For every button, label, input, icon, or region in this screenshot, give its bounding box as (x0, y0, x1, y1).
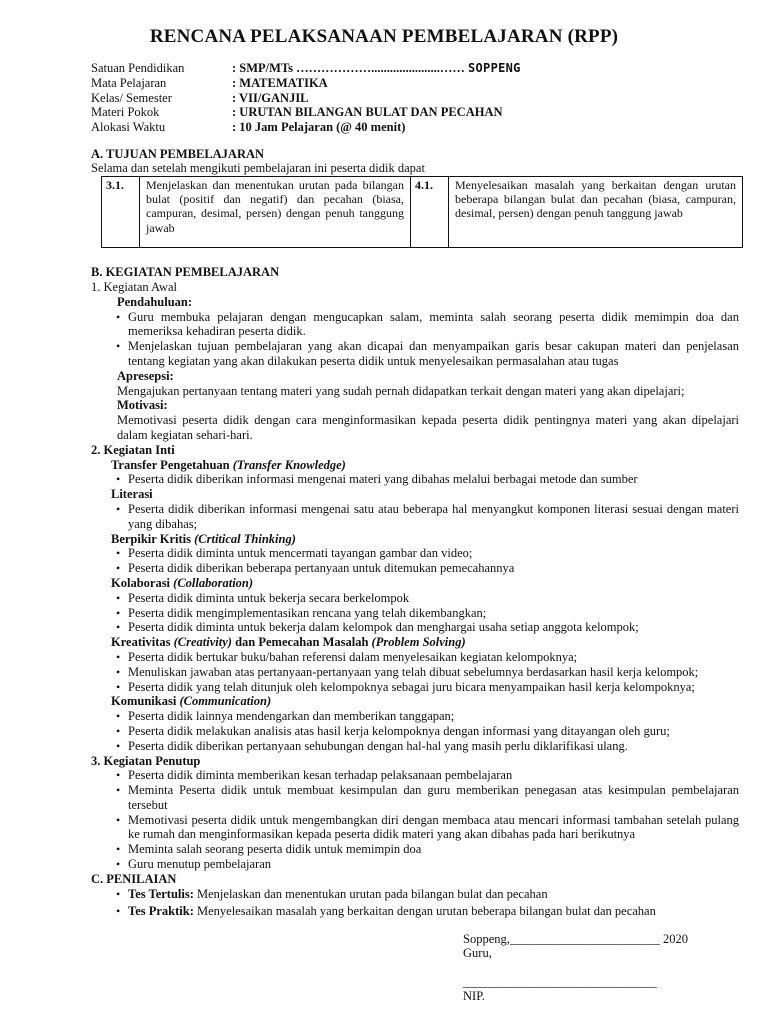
komunikasi-label-text: Komunikasi (111, 694, 180, 709)
bullet-item: • Peserta didik yang telah ditunjuk oleh kelompoknya sebagai juru bicara menyampaikan hasil kerja kelompoknya; (91, 680, 739, 695)
identity-value: : VII/GANJIL (232, 90, 309, 105)
bullet-item: • Peserta didik diberikan informasi mengenai satu atau beberapa hal menyangkut komponen literasi sesuai dengan materi yang dibahas; (91, 502, 739, 532)
kegiatan-penutup-heading: 3. Kegiatan Penutup (91, 753, 201, 768)
identity-row-satuan (91, 61, 521, 76)
kreatif-label (91, 635, 739, 650)
identity-block (91, 61, 521, 135)
identity-row-kelas (91, 91, 521, 106)
bullet-item: • Memotivasi peserta didik untuk mengembangkan diri dengan membaca atau mencari informasi tambahan setelah pulang ke rumah dan menginformasikan kepada peserta didik materi yang akan dibahas pada hari berikutnya (91, 813, 739, 843)
penilaian-list (91, 887, 739, 919)
identity-label: Materi Pokok (91, 105, 160, 120)
bullet-item: • Peserta didik lainnya mendengarkan dan memberikan tanggapan; (91, 709, 739, 724)
komunikasi-list (91, 709, 739, 753)
pendahuluan-list (91, 310, 739, 369)
kreatif-label-italic: (Creativity) (173, 635, 232, 650)
bullet-item: • Peserta didik bertukar buku/bahan referensi dalam menyelesaikan kegiatan kelompoknya; (91, 650, 739, 665)
section-a-intro: Selama dan setelah mengikuti pembelajaran ini peserta didik dapat (91, 161, 425, 175)
objective-number: 4.1. (411, 177, 449, 248)
identity-label: Satuan Pendidikan (91, 61, 185, 75)
transfer-label-italic: (Transfer Knowledge) (232, 457, 346, 472)
komunikasi-label-italic: (Communication) (179, 694, 272, 709)
objectives-row (102, 177, 743, 248)
apresepsi-text: Mengajukan pertanyaan tentang materi yang sudah pernah didapatkan terkait dengan materi yang akan dipelajari; (117, 383, 685, 398)
tes-praktik-label: Tes Praktik: (128, 903, 194, 918)
bullet-item: • Peserta didik diminta untuk mencermati tayangan gambar dan video; (91, 546, 739, 561)
bullet-item: • Peserta didik diberikan pertanyaan sehubungan dengan hal-hal yang masih perlu diklarifikasi ulang. (91, 739, 739, 754)
bullet-item: • Meminta salah seorang peserta didik untuk memimpin doa (91, 842, 739, 857)
tes-praktik-text: Menyelesaikan masalah yang berkaitan dengan urutan beberapa bilangan bulat dan pecahan (193, 903, 656, 918)
signature-place-date: Soppeng,________________________ 2020 (463, 932, 688, 946)
penilaian-item (91, 904, 739, 919)
kreatif-list (91, 650, 739, 694)
kritis-label-text: Berpikir Kritis (111, 531, 195, 546)
penutup-list (91, 768, 739, 872)
identity-label: Kelas/ Semester (91, 90, 172, 105)
satuan-value: : SMP/MTs ………………......................…… (232, 61, 465, 75)
kolaborasi-label (91, 576, 739, 591)
section-a-heading: A. TUJUAN PEMBELAJARAN (91, 147, 265, 161)
tes-tertulis-text: Menjelaskan dan menentukan urutan pada bilangan bulat dan pecahan (193, 887, 548, 901)
transfer-list (91, 472, 739, 487)
pendahuluan-label: Pendahuluan: (117, 294, 193, 309)
bullet-item: • Menjelaskan tujuan pembelajaran yang akan dicapai dan menyampaikan garis besar cakupan materi dan penjelasan tentang kegiatan yang akan dilakukan peserta didik untuk menyelesaikan permasalahan atau tugas (91, 339, 739, 369)
kegiatan-awal-heading: 1. Kegiatan Awal (91, 280, 177, 294)
signature-role: Guru, (463, 946, 492, 960)
bullet-item: • Peserta didik diminta untuk bekerja dalam kelompok dan menghargai usaha setiap anggota kelompok; (91, 620, 739, 635)
komunikasi-label (91, 694, 739, 709)
bullet-item: • Peserta didik diminta memberikan kesan terhadap pelaksanaan pembelajaran (91, 768, 739, 783)
tes-tertulis-label: Tes Tertulis: (128, 887, 194, 901)
kritis-label-italic: (Crtitical Thinking) (194, 531, 296, 546)
bullet-item: • Menuliskan jawaban atas pertanyaan-pertanyaan yang telah dibuat sebelumnya berdasarkan hasil kerja kelompok; (91, 665, 739, 680)
bullet-item: • Peserta didik diberikan informasi mengenai materi yang dibahas melalui berbagai metode dan sumber (91, 472, 739, 487)
section-c-heading: C. PENILAIAN (91, 872, 177, 886)
kreatif-label-text: Kreativitas (111, 635, 174, 650)
motivasi-text: Memotivasi peserta didik dengan cara menginformasikan kepada peserta didik pentingnya materi yang akan dipelajari dalam kegiatan sehari-hari. (117, 413, 739, 442)
section-b-heading: B. KEGIATAN PEMBELAJARAN (91, 265, 280, 279)
objective-text: Menjelaskan dan menentukan urutan pada bilangan bulat (positif dan negatif) dan pecahan (biasa, campuran, desimal, persen) dengan penuh tanggung jawab (140, 177, 411, 248)
identity-value: : MATEMATIKA (232, 75, 328, 90)
kolaborasi-list (91, 591, 739, 635)
section-b-body (91, 280, 739, 872)
objective-number: 3.1. (102, 177, 140, 248)
bullet-item: • Peserta didik melakukan analisis atas hasil kerja kelompoknya dengan informasi yang ditayangan oleh guru; (91, 724, 739, 739)
signature-line: _______________________________ (463, 975, 657, 989)
section-c-body (91, 887, 739, 919)
signature-nip: NIP. (463, 989, 485, 1003)
bullet-item: • Peserta didik diminta untuk bekerja secara berkelompok (91, 591, 739, 606)
motivasi-label: Motivasi: (117, 398, 168, 413)
bullet-item: • Guru membuka pelajaran dengan mengucapkan salam, meminta salah seorang peserta didik memimpin doa dan memeriksa kehadiran peserta didik. (91, 310, 739, 340)
bullet-item: • Guru menutup pembelajaran (91, 857, 739, 872)
identity-value: : URUTAN BILANGAN BULAT DAN PECAHAN (232, 105, 503, 120)
literasi-label: Literasi (111, 487, 153, 502)
bullet-item: • Meminta Peserta didik untuk membuat kesimpulan dan guru memberikan penegasan atas kesimpulan pembelajaran tersebut (91, 783, 739, 813)
identity-row-mapel (91, 76, 521, 91)
identity-row-materi (91, 105, 521, 120)
objectives-table (101, 176, 743, 248)
document-title: RENCANA PELAKSANAAN PEMBELAJARAN (RPP) (149, 26, 619, 47)
identity-value: : 10 Jam Pelajaran (@ 40 menit) (232, 120, 406, 135)
kritis-label (91, 532, 739, 547)
kreatif-label-italic2: (Problem Solving) (371, 635, 466, 650)
kritis-list (91, 546, 739, 576)
penilaian-item (91, 887, 739, 902)
transfer-label-text: Transfer Pengetahuan (111, 457, 233, 472)
kolaborasi-label-text: Kolaborasi (111, 575, 174, 590)
literasi-list (91, 502, 739, 532)
identity-value (232, 61, 521, 76)
bullet-item: • Peserta didik diberikan beberapa pertanyaan untuk ditemukan pemecahannya (91, 561, 739, 576)
objective-text: Menyelesaikan masalah yang berkaitan dengan urutan beberapa bilangan bulat dan pecahan (biasa, campuran, desimal, persen) dengan penuh tanggung jawab (449, 177, 743, 248)
transfer-label (91, 458, 739, 473)
identity-label: Alokasi Waktu (91, 120, 166, 135)
identity-label: Mata Pelajaran (91, 75, 167, 90)
kegiatan-inti-heading: 2. Kegiatan Inti (91, 442, 175, 457)
satuan-place: SOPPENG (468, 61, 521, 75)
apresepsi-label: Apresepsi: (117, 368, 174, 383)
kolaborasi-label-italic: (Collaboration) (173, 575, 254, 590)
identity-row-alokasi (91, 120, 521, 135)
bullet-item: • Peserta didik mengimplementasikan rencana yang telah dikembangkan; (91, 606, 739, 621)
kreatif-label-text2: dan Pemecahan Masalah (231, 635, 372, 650)
